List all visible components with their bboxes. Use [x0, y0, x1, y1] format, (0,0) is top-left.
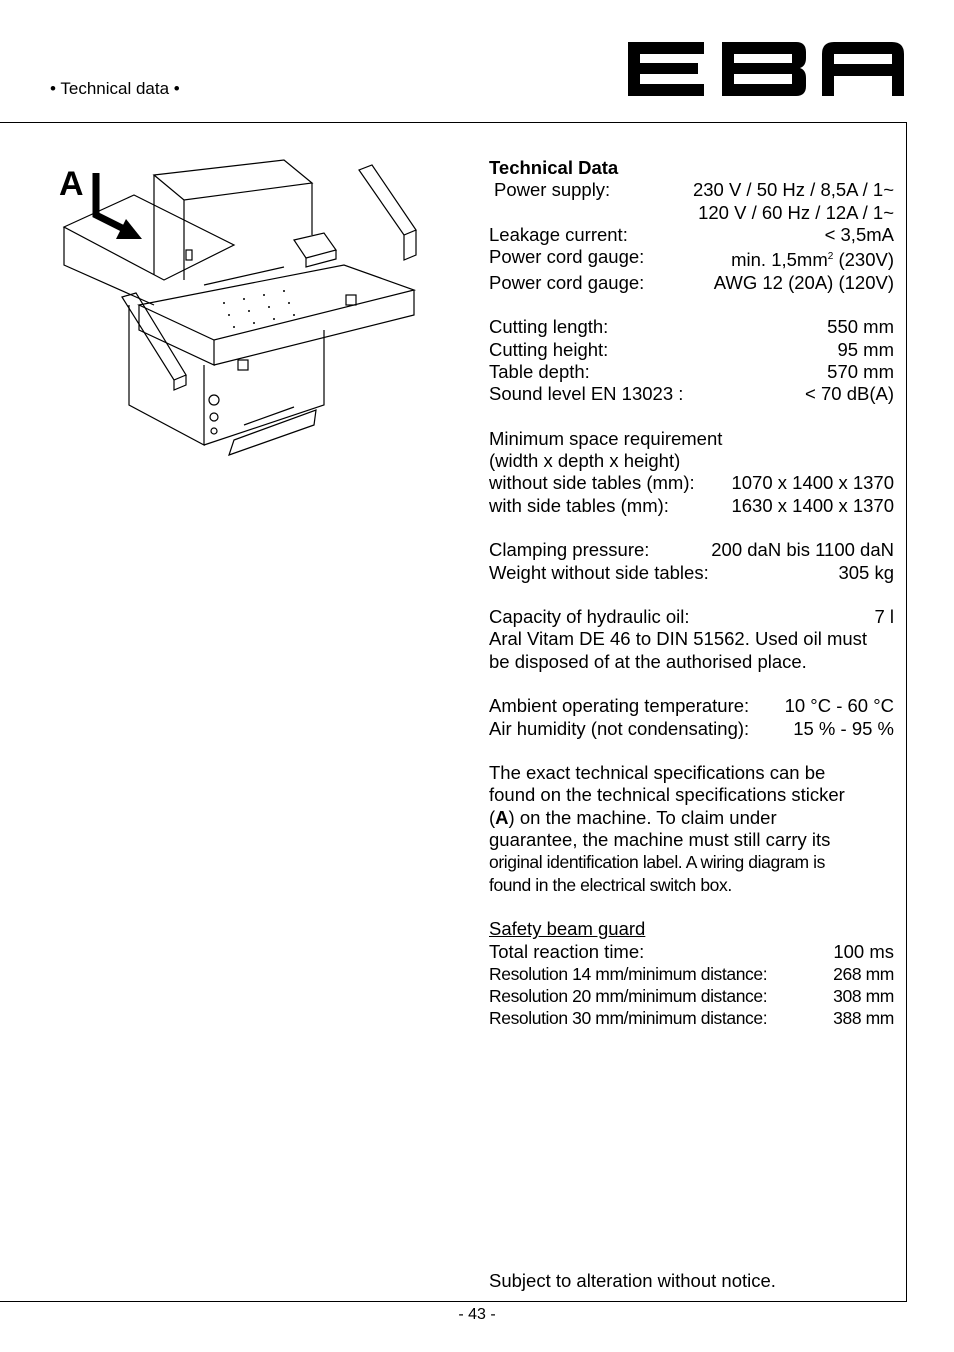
leakage-row: Leakage current: < 3,5mA	[489, 223, 894, 245]
spec-line-3: (A) on the machine. To claim under	[489, 806, 777, 828]
space-subtitle: (width x depth x height)	[489, 450, 681, 472]
power-supply-row: Power supply: 230 V / 50 Hz / 8,5A / 1~	[494, 179, 894, 201]
technical-data-title: Technical Data	[489, 157, 619, 178]
oil-text-1: Aral Vitam DE 46 to DIN 51562. Used oil must	[489, 628, 868, 650]
page-number: - 43 -	[458, 1306, 496, 1323]
power-supply-row-2: 120 V / 60 Hz / 12A / 1~	[698, 201, 894, 223]
spec-line-2: found on the technical specifications sticker	[489, 784, 845, 806]
alteration-notice: Subject to alteration without notice.	[489, 1270, 776, 1291]
paper-cutter-illustration	[54, 155, 426, 495]
spec-line-4: guarantee, the machine must still carry its	[489, 829, 831, 851]
hydraulic-oil-row: Capacity of hydraulic oil: 7 l	[489, 606, 894, 628]
oil-text-2: be disposed of at the authorised place.	[489, 650, 807, 672]
safety-title: Safety beam guard	[489, 918, 646, 940]
spec-line-5: original identification label. A wiring diagram is	[489, 852, 826, 873]
without-side-tables-row: without side tables (mm): 1070 x 1400 x 1370	[489, 472, 894, 494]
spec-line-6: found in the electrical switch box.	[489, 874, 732, 895]
svg-text:A: A	[59, 165, 84, 203]
cord-gauge-row-1: Power cord gauge: min. $1,5mm^2$ (230V)	[489, 246, 894, 271]
resolution-14-row: Resolution 14 mm/minimum distance: 268 mm	[489, 963, 894, 984]
cord-gauge-row-2: Power cord gauge: AWG 12 (20A) (120V)	[489, 271, 894, 293]
section-header: • Technical data •	[50, 79, 180, 98]
technical-data-column	[489, 157, 894, 1030]
table-depth-row: Table depth: 570 mm	[489, 360, 894, 382]
eba-logo	[626, 40, 906, 98]
clamping-pressure-row: Clamping pressure: 200 daN bis 1100 daN	[489, 539, 894, 561]
weight-row: Weight without side tables: 305 kg	[489, 561, 894, 583]
temperature-row: Ambient operating temperature: 10 °C - 60 °C	[489, 695, 894, 717]
resolution-20-row: Resolution 20 mm/minimum distance: 308 mm	[489, 986, 894, 1007]
space-title: Minimum space requirement	[489, 427, 723, 449]
humidity-row: Air humidity (not condensating): 15 % - 95 %	[489, 717, 894, 739]
spec-line-1: The exact technical specifications can be	[489, 762, 826, 784]
reaction-time-row: Total reaction time: 100 ms	[489, 940, 894, 962]
cutting-length-row: Cutting length: 550 mm	[489, 316, 894, 338]
with-side-tables-row: with side tables (mm): 1630 x 1400 x 1370	[489, 494, 894, 516]
sound-level-row: Sound level EN 13023 : < 70 dB(A)	[489, 383, 894, 405]
resolution-30-row: Resolution 30 mm/minimum distance: 388 mm	[489, 1008, 894, 1029]
cutting-height-row: Cutting height: 95 mm	[489, 338, 894, 360]
